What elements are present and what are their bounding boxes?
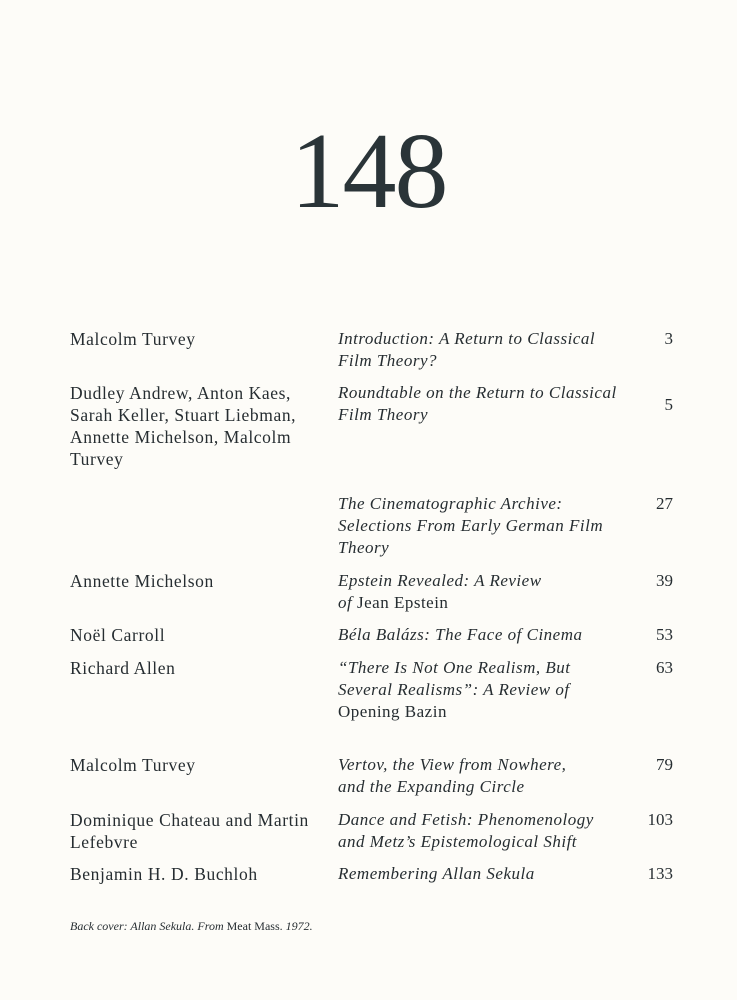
entry-title: Roundtable on the Return to Classical Film Theory	[338, 383, 617, 424]
entry-author: Dominique Chateau and Martin Lefebvre	[70, 810, 309, 852]
entry-title-text: Epstein Revealed: A Review of	[338, 571, 542, 612]
footnote-prefix: Back cover: Allan Sekula. From	[70, 919, 224, 933]
entry-author: Annette Michelson	[70, 571, 214, 591]
entry-page-number: 27	[656, 494, 673, 513]
entry-title: Remembering Allan Sekula	[338, 864, 535, 883]
entry-page-number: 79	[656, 755, 673, 774]
entry-title: Dance and Fetish: Phenomenology and Metz’s Epistemological Shift	[338, 810, 594, 851]
entry-page-number: 3	[664, 329, 673, 348]
entry-page-number: 39	[656, 571, 673, 590]
entry-author: Malcolm Turvey	[70, 329, 196, 349]
entry-author: Richard Allen	[70, 658, 176, 678]
entry-author: Malcolm Turvey	[70, 755, 196, 775]
entry-title	[338, 657, 598, 723]
entry-page-number: 133	[647, 864, 673, 883]
footnote-year: 1972.	[285, 919, 313, 933]
entry-title: Béla Balázs: The Face of Cinema	[338, 625, 583, 644]
back-cover-credit	[70, 918, 313, 934]
entry-author: Benjamin H. D. Buchloh	[70, 864, 258, 884]
entry-page-number: 5	[664, 395, 673, 414]
entry-title	[338, 570, 558, 614]
footnote-work: Meat Mass.	[226, 919, 283, 933]
entry-title: The Cinematographic Archive: Selections From Early German Film Theory	[338, 494, 604, 557]
issue-number: 148	[290, 112, 447, 231]
entry-title: Introduction: A Return to Classical Film Theory?	[338, 329, 596, 370]
entry-author: Noël Carroll	[70, 625, 166, 645]
entry-title-text: “There Is Not One Realism, But Several Realisms”: A Review of	[338, 658, 571, 699]
entry-page-number: 63	[656, 658, 673, 677]
entry-page-number: 53	[656, 625, 673, 644]
entry-title: Vertov, the View from Nowhere, and the Expanding Circle	[338, 755, 567, 796]
entry-page-number: 103	[647, 810, 673, 829]
entry-title-book: Opening Bazin	[338, 702, 447, 721]
entry-title-book: Jean Epstein	[356, 593, 449, 612]
entry-author: Dudley Andrew, Anton Kaes, Sarah Keller, Stuart Liebman, Annette Michelson, Malcolm Turvey	[70, 383, 297, 469]
